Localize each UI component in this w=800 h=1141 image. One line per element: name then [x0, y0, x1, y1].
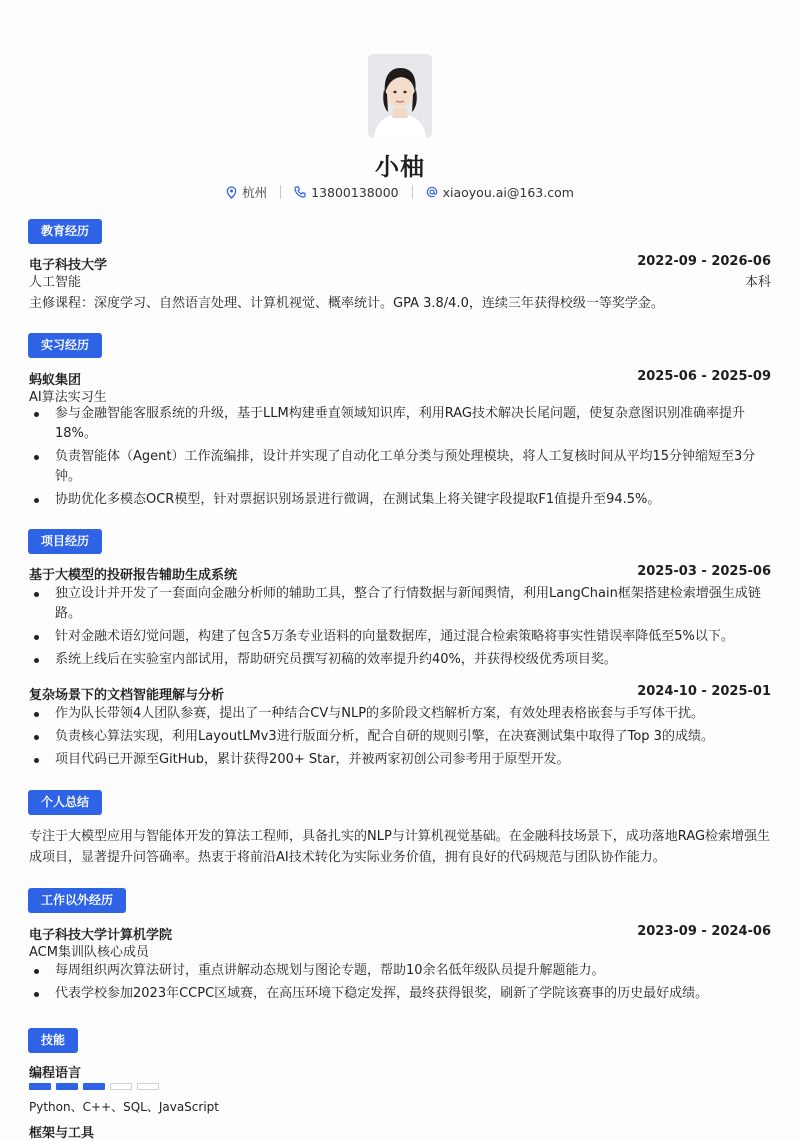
contact-email[interactable] — [426, 185, 574, 200]
at-sign-icon — [426, 186, 438, 198]
major: 人工智能 — [29, 275, 82, 290]
list-item: 协助优化多模态OCR模型，针对票据识别场景进行微调，在测试集上将关键字段提取F1值提升至94.5%。 — [29, 490, 765, 510]
list-item: 参与金融智能客服系统的升级，基于LLM构建垂直领域知识库，利用RAG技术解决长尾问题，使复杂意图识别准确率提升18%。 — [29, 404, 765, 444]
divider — [412, 185, 413, 199]
divider — [280, 185, 281, 199]
project-1-bullets — [29, 584, 765, 670]
internship-subheader — [29, 386, 771, 405]
skill-level-segment — [83, 1083, 105, 1090]
avatar-photo — [368, 54, 432, 138]
list-item: 项目代码已开源至GitHub，累计获得200+ Star，并被两家初创公司参考用于原型开发。 — [29, 750, 765, 770]
list-item: 负责核心算法实现，利用LayoutLMv3进行版面分析，配合自研的规则引擎，在决赛测试集中取得了Top 3的成绩。 — [29, 727, 765, 747]
project-2-bullets — [29, 704, 765, 770]
skill-category: 框架与工具 — [29, 1126, 95, 1141]
school-name: 电子科技大学 — [29, 258, 108, 273]
degree: 本科 — [744, 275, 771, 290]
phone-icon — [294, 186, 306, 198]
internship-date: 2025-06 - 2025-09 — [637, 369, 771, 384]
email-text: xiaoyou.ai@163.com — [442, 184, 574, 200]
company-name: 蚂蚁集团 — [29, 373, 82, 388]
list-item: 独立设计并开发了一套面向金融分析师的辅助工具，整合了行情数据与新闻舆情，利用LangChain框架搭建检索增强生成链路。 — [29, 584, 765, 624]
skill-level-segment — [56, 1083, 78, 1090]
extra-subheader — [29, 941, 771, 960]
next-skill-header — [29, 1122, 771, 1141]
phone-text: 13800138000 — [311, 184, 399, 200]
list-item: 作为队长带领4人团队参赛，提出了一种结合CV与NLP的多阶段文档解析方案，有效处理表格嵌套与手写体干扰。 — [29, 704, 765, 724]
section-badge-internship: 实习经历 — [28, 333, 102, 358]
skill-level-segment — [110, 1083, 132, 1090]
section-badge-extra: 工作以外经历 — [28, 888, 126, 913]
section-badge-skills: 技能 — [28, 1028, 78, 1053]
skill-level-segment — [137, 1083, 159, 1090]
contact-location — [226, 183, 267, 201]
section-badge-projects: 项目经历 — [28, 529, 102, 554]
list-item: 针对金融术语幻觉问题，构建了包含5万条专业语料的向量数据库，通过混合检索策略将事实性错误率降低至5%以下。 — [29, 627, 765, 647]
location-text: 杭州 — [242, 185, 268, 200]
education-date: 2022-09 - 2026-06 — [637, 254, 771, 269]
list-item: 代表学校参加2023年CCPC区域赛，在高压环境下稳定发挥，最终获得银奖，刷新了学院该赛事的历史最好成绩。 — [29, 984, 765, 1004]
list-item: 负责智能体（Agent）工作流编排，设计并实现了自动化工单分类与预处理模块，将人工复核时间从平均15分钟缩短至3分钟。 — [29, 447, 765, 487]
skill-level-bars — [29, 1083, 159, 1090]
section-badge-summary: 个人总结 — [28, 790, 102, 815]
extra-bullets — [29, 961, 765, 1004]
project-name: 复杂场景下的文档智能理解与分析 — [29, 688, 225, 703]
location-pin-icon — [226, 186, 237, 199]
extra-date: 2023-09 - 2024-06 — [637, 924, 771, 939]
project-date: 2025-03 - 2025-06 — [637, 564, 771, 579]
project-2-header — [29, 684, 771, 703]
contact-phone — [294, 185, 398, 200]
contact-bar — [0, 184, 800, 200]
org-name: 电子科技大学计算机学院 — [29, 928, 173, 943]
education-description: 主修课程：深度学习、自然语言处理、计算机视觉、概率统计。GPA 3.8/4.0，连续三年获得校级一等奖学金。 — [29, 296, 664, 311]
internship-role: AI算法实习生 — [29, 390, 107, 405]
skill-items: Python、C++、SQL、JavaScript — [29, 1100, 219, 1114]
skill-header — [29, 1062, 771, 1081]
project-1-header — [29, 564, 771, 583]
skill-category: 编程语言 — [29, 1066, 82, 1081]
extra-role: ACM集训队核心成员 — [29, 945, 149, 960]
project-date: 2024-10 - 2025-01 — [637, 684, 771, 699]
list-item: 每周组织两次算法研讨，重点讲解动态规划与图论专题，帮助10余名低年级队员提升解题能力。 — [29, 961, 765, 981]
internship-bullets — [29, 404, 765, 510]
list-item: 系统上线后在实验室内部试用，帮助研究员撰写初稿的效率提升约40%，并获得校级优秀项目奖。 — [29, 650, 765, 670]
skill-level-segment — [29, 1083, 51, 1090]
avatar — [368, 54, 432, 138]
candidate-name: 小柚 — [375, 153, 425, 181]
summary-text: 专注于大模型应用与智能体开发的算法工程师，具备扎实的NLP与计算机视觉基础。在金融科技场景下，成功落地RAG检索增强生成项目，显著提升问答确率。热衷于将前沿AI技术转化为实际业务价值，拥有良好的代码规范与团队协作能力。 — [29, 829, 771, 865]
education-subheader — [29, 271, 771, 290]
section-badge-education: 教育经历 — [28, 219, 102, 244]
project-name: 基于大模型的投研报告辅助生成系统 — [29, 568, 238, 583]
